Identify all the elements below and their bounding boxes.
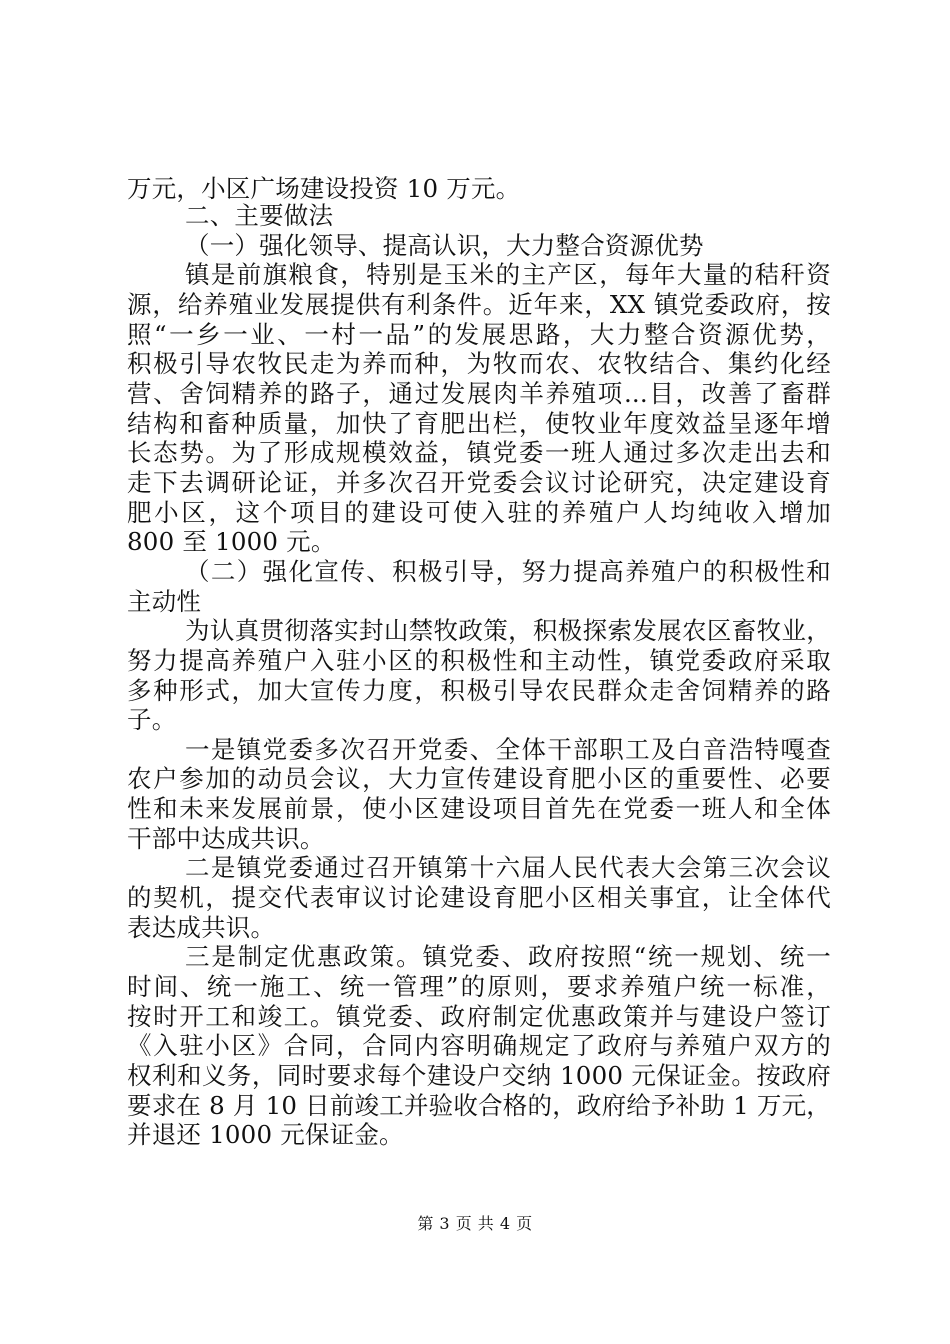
text-line: 肥小区，这个项目的建设可使入驻的养殖户人均纯收入增加 <box>127 498 831 527</box>
text-line: 子。 <box>127 705 177 734</box>
text-line: 一是镇党委多次召开党委、全体干部职工及白音浩特嘎查 <box>185 735 831 764</box>
page-footer: 第 3 页 共 4 页 <box>417 1214 533 1233</box>
text-line: 万元，小区广场建设投资 10 万元。 <box>127 174 521 203</box>
text-line: 二是镇党委通过召开镇第十六届人民代表大会第三次会议 <box>185 853 831 882</box>
text-line: 积极引导农牧民走为养而种，为牧而农、农牧结合、集约化经 <box>127 349 831 378</box>
text-line: 要求在 8 月 10 日前竣工并验收合格的，政府给予补助 1 万元， <box>127 1091 831 1120</box>
text-line: 多种形式，加大宣传力度，积极引导农民群众走舍饲精养的路 <box>127 676 831 705</box>
text-line: 的契机，提交代表审议讨论建设育肥小区相关事宜，让全体代 <box>127 883 831 912</box>
text-line: 并退还 1000 元保证金。 <box>127 1120 404 1149</box>
text-line: 三是制定优惠政策。镇党委、政府按照“统一规划、统一 <box>185 942 831 971</box>
text-line: 长态势。为了形成规模效益，镇党委一班人通过多次走出去和 <box>127 438 831 467</box>
text-line: 为认真贯彻落实封山禁牧政策，积极探索发展农区畜牧业， <box>185 616 831 645</box>
text-line: 照“一乡一业、一村一品”的发展思路，大力整合资源优势， <box>127 320 831 349</box>
text-line: 镇是前旗粮食，特别是玉米的主产区，每年大量的秸秆资 <box>185 260 831 289</box>
text-line: 营、舍饲精养的路子，通过发展肉羊养殖项...目，改善了畜群 <box>127 379 831 408</box>
text-line: 走下去调研论证，并多次召开党委会议讨论研究，决定建设育 <box>127 468 831 497</box>
text-line: 性和未来发展前景，使小区建设项目首先在党委一班人和全体 <box>127 794 831 823</box>
text-line: 按时开工和竣工。镇党委、政府制定优惠政策并与建设户签订 <box>127 1002 831 1031</box>
text-line: 表达成共识。 <box>127 913 276 942</box>
text-line: 结构和畜种质量，加快了育肥出栏，使牧业年度效益呈逐年增 <box>127 409 831 438</box>
text-line: 努力提高养殖户入驻小区的积极性和主动性，镇党委政府采取 <box>127 646 831 675</box>
text-line: 权利和义务，同时要求每个建设户交纳 1000 元保证金。按政府 <box>127 1061 831 1090</box>
text-line: 干部中达成共识。 <box>127 824 325 853</box>
text-line: （二）强化宣传、积极引导，努力提高养殖户的积极性和 <box>185 557 831 586</box>
text-line: 《入驻小区》合同，合同内容明确规定了政府与养殖户双方的 <box>127 1031 831 1060</box>
text-line: 二、主要做法 <box>185 201 334 230</box>
text-line: （一）强化领导、提高认识，大力整合资源优势 <box>185 231 704 260</box>
text-line: 主动性 <box>127 587 202 616</box>
text-line: 800 至 1000 元。 <box>127 527 336 556</box>
text-line: 源，给养殖业发展提供有利条件。近年来，XX 镇党委政府，按 <box>127 290 831 319</box>
text-line: 时间、统一施工、统一管理”的原则，要求养殖户统一标准， <box>127 972 831 1001</box>
text-line: 农户参加的动员会议，大力宣传建设育肥小区的重要性、必要 <box>127 764 831 793</box>
